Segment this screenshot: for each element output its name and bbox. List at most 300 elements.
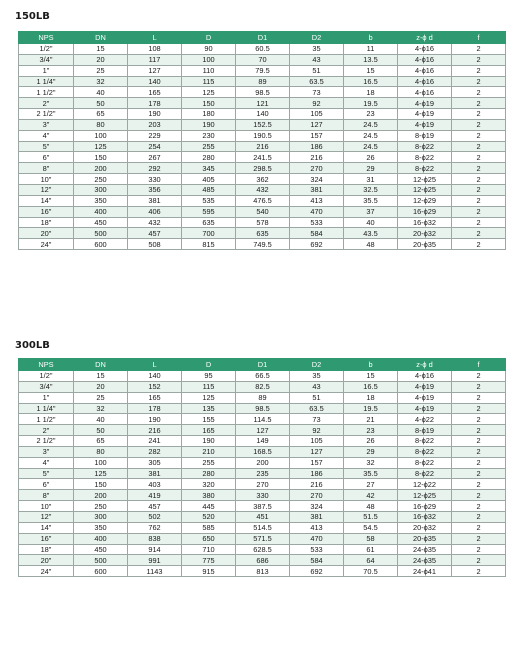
table-row [19,239,506,250]
table-cell: 190 [128,414,182,425]
table-cell: 838 [128,533,182,544]
table-cell: 2 [452,228,506,239]
table-cell: 20-ϕ35 [398,533,452,544]
table-row [19,152,506,163]
table-cell: 140 [128,371,182,382]
table-cell: 229 [128,130,182,141]
table-row [19,381,506,392]
table-cell: 16.5 [344,76,398,87]
table-cell: 762 [128,522,182,533]
table-cell: 20-ϕ35 [398,239,452,250]
table-cell: 692 [290,566,344,577]
table-cell: 991 [128,555,182,566]
table-cell: 168.5 [236,446,290,457]
table-cell: 2 [452,44,506,55]
table-header-row [19,32,506,44]
table-row [19,490,506,501]
table-cell: 254 [128,141,182,152]
table-row [19,141,506,152]
table-cell: 18 [344,87,398,98]
table-cell: 2 [452,174,506,185]
section-title-300lb: 300LB [15,340,50,351]
table-row [19,109,506,120]
table-cell: 18" [19,217,74,228]
table-cell: 24" [19,566,74,577]
column-header: DN [74,359,128,371]
table-cell: 250 [74,174,128,185]
table-cell: 405 [182,174,236,185]
table-row [19,184,506,195]
table-cell: 105 [290,109,344,120]
table-cell: 82.5 [236,381,290,392]
table-cell: 2 [452,555,506,566]
table-cell: 451 [236,511,290,522]
table-row [19,119,506,130]
table-cell: 2 [452,109,506,120]
table-cell: 578 [236,217,290,228]
table-row [19,457,506,468]
table-cell: 380 [182,490,236,501]
table-cell: 413 [290,522,344,533]
table-cell: 413 [290,195,344,206]
table-cell: 2 [452,184,506,195]
table-cell: 400 [74,533,128,544]
table-cell: 20" [19,228,74,239]
table-cell: 180 [182,109,236,120]
table-cell: 95 [182,371,236,382]
table-cell: 324 [290,501,344,512]
table-cell: 8-ϕ19 [398,130,452,141]
table-cell: 2 [452,425,506,436]
table-cell: 42 [344,490,398,501]
table-cell: 4-ϕ16 [398,54,452,65]
column-header: DN [74,32,128,44]
table-cell: 4-ϕ19 [398,119,452,130]
table-cell: 12" [19,184,74,195]
table-cell: 571.5 [236,533,290,544]
table-row [19,555,506,566]
table-cell: 16-ϕ29 [398,206,452,217]
table-cell: 20-ϕ32 [398,228,452,239]
table-cell: 381 [290,184,344,195]
table-row [19,479,506,490]
table-cell: 2 [452,119,506,130]
table-cell: 8-ϕ22 [398,468,452,479]
table-cell: 3" [19,446,74,457]
table-cell: 4-ϕ19 [398,98,452,109]
table-cell: 200 [74,490,128,501]
table-cell: 20 [74,54,128,65]
table-cell: 635 [236,228,290,239]
table-cell: 400 [74,206,128,217]
table-cell: 4" [19,130,74,141]
table-cell: 520 [182,511,236,522]
table-cell: 255 [182,141,236,152]
table-cell: 40 [74,87,128,98]
table-cell: 585 [182,522,236,533]
table-cell: 2 [452,468,506,479]
table-cell: 324 [290,174,344,185]
table-cell: 8-ϕ22 [398,436,452,447]
table-cell: 2 1/2" [19,436,74,447]
table-cell: 203 [128,119,182,130]
table-cell: 692 [290,239,344,250]
table-cell: 4-ϕ19 [398,381,452,392]
table-row [19,533,506,544]
table-cell: 165 [182,425,236,436]
table-cell: 155 [182,414,236,425]
table-cell: 125 [182,392,236,403]
table-cell: 216 [128,425,182,436]
table-row [19,163,506,174]
table-cell: 432 [236,184,290,195]
table-cell: 330 [236,490,290,501]
table-cell: 2 [452,98,506,109]
table-cell: 15 [344,371,398,382]
table-cell: 241.5 [236,152,290,163]
table-cell: 23 [344,425,398,436]
table-cell: 20" [19,555,74,566]
table-row [19,446,506,457]
column-header: f [452,32,506,44]
table-cell: 3/4" [19,381,74,392]
table-cell: 2 [452,479,506,490]
table-cell: 235 [236,468,290,479]
column-header: L [128,359,182,371]
table-cell: 2 [452,446,506,457]
table-cell: 330 [128,174,182,185]
table-cell: 125 [74,141,128,152]
table-cell: 1/2" [19,44,74,55]
table-cell: 65 [74,109,128,120]
table-cell: 320 [182,479,236,490]
table-cell: 345 [182,163,236,174]
table-cell: 73 [290,87,344,98]
table-cell: 43 [290,381,344,392]
table-row [19,130,506,141]
table-row [19,206,506,217]
table-cell: 2 [452,371,506,382]
table-cell: 115 [182,381,236,392]
column-header: D [182,359,236,371]
table-cell: 110 [182,65,236,76]
table-cell: 63.5 [290,76,344,87]
table-cell: 1143 [128,566,182,577]
table-cell: 98.5 [236,87,290,98]
table-cell: 650 [182,533,236,544]
table-cell: 4-ϕ16 [398,44,452,55]
table-cell: 19.5 [344,403,398,414]
table-cell: 140 [236,109,290,120]
table-cell: 595 [182,206,236,217]
table-cell: 12-ϕ25 [398,490,452,501]
table-cell: 80 [74,119,128,130]
table-cell: 8-ϕ19 [398,425,452,436]
table-cell: 2 [452,533,506,544]
column-header: D2 [290,32,344,44]
table-cell: 2 [452,544,506,555]
table-cell: 29 [344,163,398,174]
table-cell: 432 [128,217,182,228]
table-cell: 121 [236,98,290,109]
table-cell: 12-ϕ22 [398,479,452,490]
table-cell: 92 [290,425,344,436]
table-cell: 2 [452,130,506,141]
table-cell: 51.5 [344,511,398,522]
table-cell: 1" [19,392,74,403]
table-cell: 40 [344,217,398,228]
table-cell: 115 [182,76,236,87]
table-row [19,511,506,522]
table-row [19,566,506,577]
table-cell: 686 [236,555,290,566]
table-cell: 403 [128,479,182,490]
table-row [19,76,506,87]
table-cell: 2 [452,141,506,152]
table-cell: 200 [236,457,290,468]
table-cell: 48 [344,239,398,250]
table-cell: 635 [182,217,236,228]
table-cell: 64 [344,555,398,566]
table-cell: 270 [236,479,290,490]
table-cell: 98.5 [236,403,290,414]
table-cell: 4-ϕ19 [398,403,452,414]
table-cell: 4-ϕ16 [398,76,452,87]
table-cell: 419 [128,490,182,501]
table-cell: 127 [128,65,182,76]
column-header: f [452,359,506,371]
column-header: D [182,32,236,44]
table-row [19,414,506,425]
table-cell: 16.5 [344,381,398,392]
table-cell: 381 [128,195,182,206]
table-cell: 2 [452,239,506,250]
table-cell: 20 [74,381,128,392]
table-cell: 600 [74,566,128,577]
table-cell: 200 [74,163,128,174]
table-cell: 230 [182,130,236,141]
column-header: b [344,32,398,44]
table-cell: 1/2" [19,371,74,382]
table-cell: 4" [19,457,74,468]
table-cell: 350 [74,195,128,206]
table-cell: 61 [344,544,398,555]
table-cell: 48 [344,501,398,512]
table-cell: 508 [128,239,182,250]
table-row [19,371,506,382]
table-cell: 40 [74,414,128,425]
table-row [19,425,506,436]
table-cell: 216 [290,479,344,490]
table-cell: 152 [128,381,182,392]
table-cell: 476.5 [236,195,290,206]
table-row [19,44,506,55]
table-row [19,174,506,185]
table-cell: 8" [19,163,74,174]
table-cell: 186 [290,141,344,152]
table-cell: 12" [19,511,74,522]
table-cell: 23 [344,109,398,120]
table-cell: 178 [128,403,182,414]
table-cell: 381 [128,468,182,479]
table-cell: 35.5 [344,195,398,206]
column-header: z-ϕ d [398,32,452,44]
table-cell: 150 [74,152,128,163]
table-cell: 165 [128,87,182,98]
table-cell: 255 [182,457,236,468]
table-cell: 280 [182,152,236,163]
table-cell: 775 [182,555,236,566]
table-cell: 35 [290,44,344,55]
table-cell: 58 [344,533,398,544]
table-cell: 2" [19,425,74,436]
table-cell: 43 [290,54,344,65]
table-cell: 2" [19,98,74,109]
table-cell: 457 [128,501,182,512]
table-cell: 4-ϕ16 [398,371,452,382]
table-cell: 1 1/4" [19,76,74,87]
table-cell: 356 [128,184,182,195]
table-cell: 1" [19,65,74,76]
table-cell: 4-ϕ16 [398,87,452,98]
table-header-row [19,359,506,371]
table-cell: 16" [19,533,74,544]
table-cell: 24-ϕ35 [398,544,452,555]
table-cell: 1 1/4" [19,403,74,414]
table-cell: 815 [182,239,236,250]
table-cell: 2 [452,392,506,403]
table-cell: 10" [19,174,74,185]
table-cell: 127 [290,446,344,457]
table-row [19,544,506,555]
table-cell: 2 [452,217,506,228]
table-cell: 70.5 [344,566,398,577]
table-cell: 13.5 [344,54,398,65]
table-cell: 210 [182,446,236,457]
table-cell: 100 [182,54,236,65]
table-cell: 8-ϕ22 [398,163,452,174]
table-row [19,98,506,109]
table-cell: 18" [19,544,74,555]
table-cell: 2 [452,522,506,533]
table-cell: 32 [344,457,398,468]
table-cell: 89 [236,392,290,403]
table-cell: 14" [19,522,74,533]
table-cell: 2 [452,87,506,98]
table-cell: 1 1/2" [19,87,74,98]
table-cell: 165 [128,392,182,403]
table-row [19,403,506,414]
table-cell: 150 [74,479,128,490]
table-cell: 92 [290,98,344,109]
table-cell: 14" [19,195,74,206]
table-cell: 2 [452,76,506,87]
table-cell: 350 [74,522,128,533]
table-cell: 535 [182,195,236,206]
table-cell: 105 [290,436,344,447]
table-cell: 280 [182,468,236,479]
table-cell: 12-ϕ29 [398,195,452,206]
table-cell: 4-ϕ16 [398,65,452,76]
table-cell: 24.5 [344,130,398,141]
table-cell: 445 [182,501,236,512]
table-cell: 292 [128,163,182,174]
table-cell: 24.5 [344,119,398,130]
table-cell: 514.5 [236,522,290,533]
table-cell: 749.5 [236,239,290,250]
table-cell: 300 [74,184,128,195]
table-cell: 90 [182,44,236,55]
table-cell: 270 [290,490,344,501]
table-cell: 51 [290,65,344,76]
table-row [19,217,506,228]
table-cell: 79.5 [236,65,290,76]
table-cell: 43.5 [344,228,398,239]
table-cell: 381 [290,511,344,522]
section-title-150lb: 150LB [15,11,50,22]
table-cell: 533 [290,544,344,555]
table-cell: 387.5 [236,501,290,512]
table-cell: 2 [452,457,506,468]
table-cell: 15 [74,44,128,55]
table-cell: 406 [128,206,182,217]
table-cell: 2 [452,163,506,174]
column-header: D1 [236,359,290,371]
table-cell: 813 [236,566,290,577]
table-cell: 2 [452,65,506,76]
table-cell: 114.5 [236,414,290,425]
flange-table-150lb [18,31,506,250]
table-cell: 8-ϕ22 [398,152,452,163]
table-cell: 157 [290,457,344,468]
table-cell: 190 [182,436,236,447]
table-cell: 450 [74,544,128,555]
column-header: b [344,359,398,371]
table-cell: 270 [290,163,344,174]
table-cell: 63.5 [290,403,344,414]
table-cell: 502 [128,511,182,522]
table-cell: 117 [128,54,182,65]
table-cell: 2 [452,490,506,501]
table-cell: 35.5 [344,468,398,479]
column-header: L [128,32,182,44]
table-row [19,228,506,239]
table-row [19,54,506,65]
table-cell: 5" [19,141,74,152]
table-cell: 135 [182,403,236,414]
table-cell: 24.5 [344,141,398,152]
table-cell: 54.5 [344,522,398,533]
table-cell: 24-ϕ35 [398,555,452,566]
table-cell: 50 [74,98,128,109]
table-cell: 27 [344,479,398,490]
table-cell: 108 [128,44,182,55]
table-cell: 15 [74,371,128,382]
flange-table-300lb [18,358,506,577]
table-cell: 25 [74,392,128,403]
table-row [19,501,506,512]
table-cell: 15 [344,65,398,76]
table-cell: 16-ϕ32 [398,511,452,522]
table-cell: 51 [290,392,344,403]
table-cell: 298.5 [236,163,290,174]
table-cell: 24-ϕ41 [398,566,452,577]
table-cell: 1 1/2" [19,414,74,425]
table-cell: 32 [74,403,128,414]
table-cell: 32.5 [344,184,398,195]
table-cell: 140 [128,76,182,87]
table-cell: 2 [452,566,506,577]
